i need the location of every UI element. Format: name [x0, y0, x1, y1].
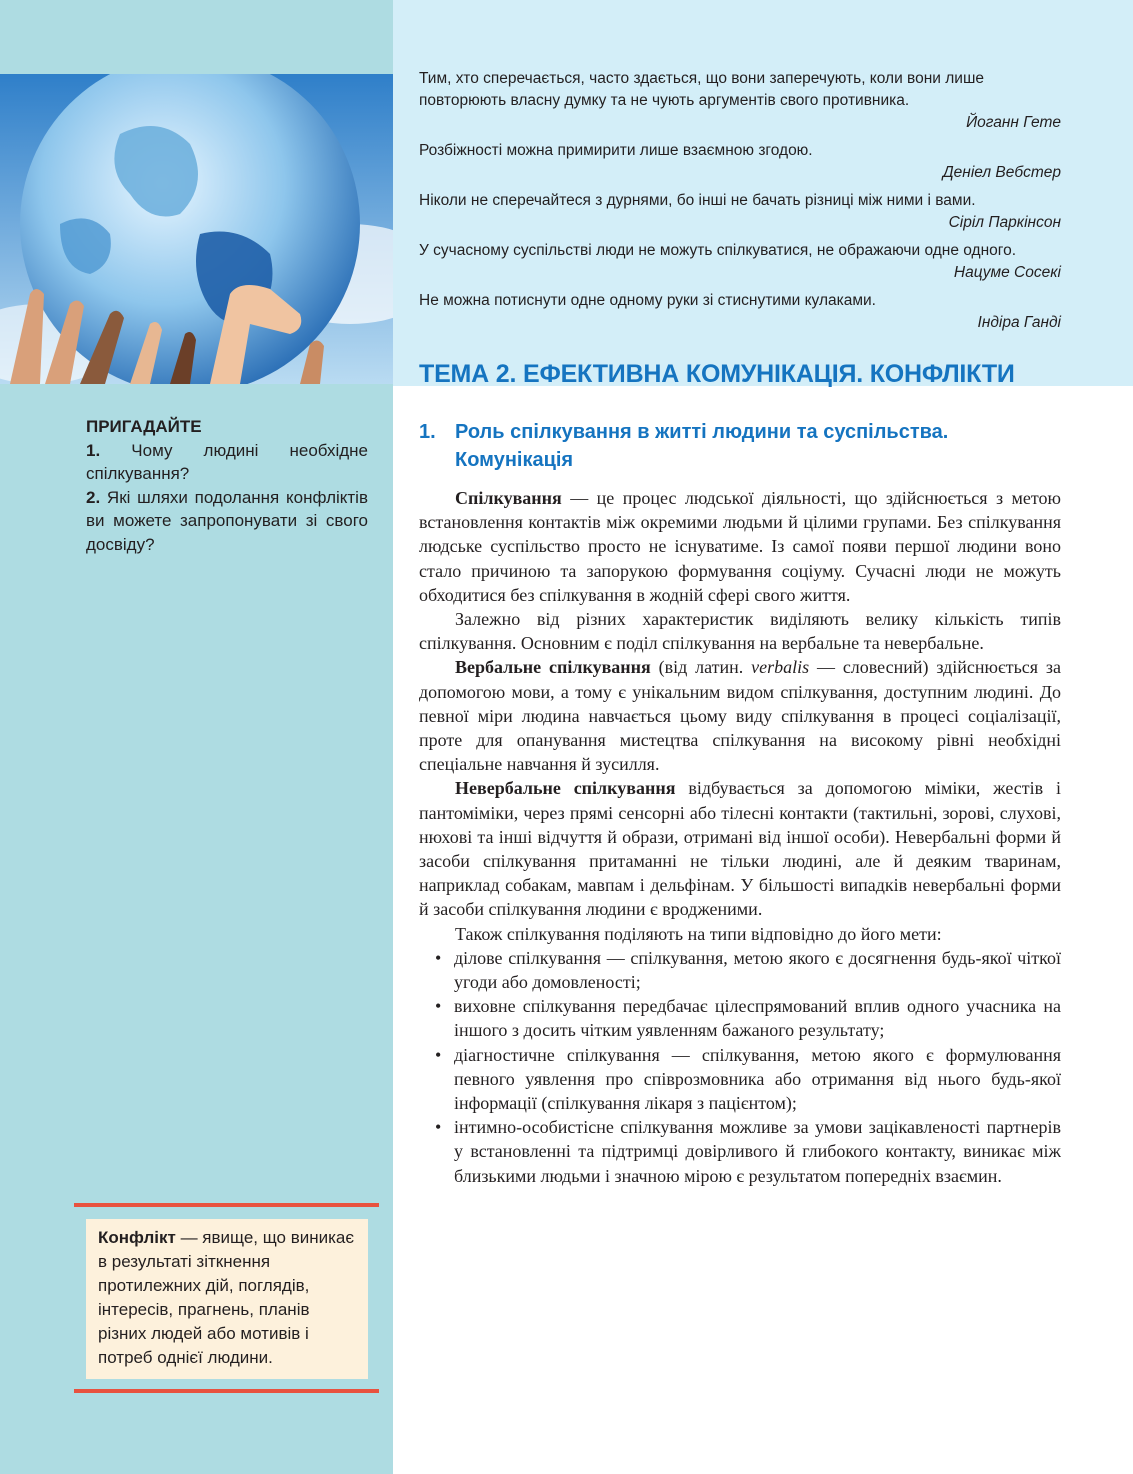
- theme-title: ТЕМА 2. ЕФЕКТИВНА КОМУНІКАЦІЯ. КОНФЛІКТИ: [419, 360, 1015, 388]
- quote-author: Деніел Вебстер: [942, 164, 1061, 181]
- paragraph: Також спілкування поділяють на типи відповідно до його мети:: [455, 923, 942, 944]
- recall-title: ПРИГАДАЙТЕ: [86, 417, 202, 436]
- recall-box: [86, 415, 368, 556]
- latin-word: verbalis: [751, 657, 810, 678]
- list-item-text: ділове спілкування — спілкування, метою якого є досягнення будь-якої чіткої угоди або домовленості;: [454, 947, 1061, 993]
- quote-item: [419, 190, 1061, 234]
- globe-with-hands-photo: [0, 74, 393, 384]
- paragraph-text: відбувається за допомогою міміки, жестів і пантоміміки, через прямі сенсорні або тілесні контакти (тактильні, зорові, слухові, нюхові та інші відчуття й образи, отримані від іншої особи). Невербальні форми й засоби спілкування притаманні не тільки людині, але й деяким тваринам, наприклад собакам, мавпам і дельфінам. У більшості випадків невербальні форми й засоби спілкування людини є вродженими.: [419, 778, 1061, 920]
- paragraph-text: — це процес людської діяльності, що здійснюється з метою встановлення контактів між окремими людьми й цілими групами. Без спілкування людське суспільство просто не існуватиме. Із самої появи першої людини воно стало причиною та запорукою формування соціуму. Сучасні люди не можуть обходитися без спілкування в жодній сфері свого життя.: [419, 488, 1061, 605]
- question-number: 2.: [86, 487, 101, 507]
- recall-question: [86, 486, 368, 557]
- section-title: Роль спілкування в житті людини та суспільства. Комунікація: [455, 421, 949, 471]
- quote-text: Розбіжності можна примирити лише взаємною згодою.: [419, 142, 813, 159]
- quote-item: [419, 140, 1061, 184]
- question-number: 1.: [86, 440, 101, 460]
- list-item-text: діагностичне спілкування — спілкування, метою якого є формулювання певного уявлення про співрозмовника або отримання від нього будь-якої інформації (спілкування лікаря з пацієнтом);: [454, 1044, 1061, 1114]
- term: Спілкування: [455, 488, 562, 508]
- term: Вербальне спілкування: [455, 657, 651, 678]
- bullet-icon: •: [435, 1044, 442, 1065]
- quote-item: [419, 240, 1061, 284]
- paragraph: Залежно від різних характеристик виділяють велику кількість типів спілкування. Основним є поділ спілкування на вербальне та невербальне.: [419, 609, 1061, 654]
- definition-box: [86, 1219, 368, 1379]
- definition-text: — явище, що виникає в результаті зіткнення протилежних дій, поглядів, інтересів, прагнень, планів різних людей або мотивів і потреб однієї людини.: [98, 1228, 355, 1367]
- paragraph: [419, 776, 1061, 921]
- section-heading: [419, 418, 1059, 474]
- divider-top: [74, 1203, 379, 1207]
- quote-author: Індіра Ганді: [977, 314, 1061, 331]
- main-text: [419, 486, 1061, 1188]
- quote-item: [419, 290, 1061, 334]
- bullet-icon: •: [435, 996, 442, 1017]
- quote-text: Не можна потиснути одне одному руки зі стиснутими кулаками.: [419, 292, 876, 309]
- list-item: [435, 994, 1061, 1042]
- quote-item: [419, 68, 1061, 134]
- list-item: [435, 1115, 1061, 1188]
- section-number: 1.: [419, 421, 436, 443]
- bullet-icon: •: [435, 947, 442, 968]
- quotes-block: [419, 68, 1061, 340]
- question-text: Які шляхи подолання конфліктів ви можете запропонувати зі свого досвіду?: [86, 487, 368, 554]
- divider-bottom: [74, 1389, 379, 1393]
- paragraph: [419, 655, 1061, 776]
- paragraph-text: (від латин.: [650, 657, 752, 678]
- paragraph-text: — словесний) здійснюється за допомогою мови, а тому є унікальним видом спілкування, доступним людині. До певної міри людина навчається цьому виду спілкування в процесі соціалізації, проте для опанування мистецтва спілкування на високому рівні необхідні спеціальне навчання й зусилля.: [419, 657, 1062, 775]
- question-text: Чому людині необхідне спілкування?: [86, 440, 368, 483]
- quote-text: Тим, хто сперечається, часто здається, що вони заперечують, коли вони лише повторюють власну думку та не чують аргументів свого противника.: [419, 70, 985, 109]
- quote-author: Сіріл Паркінсон: [948, 214, 1061, 231]
- paragraph: [419, 486, 1061, 607]
- list-item: [435, 946, 1061, 994]
- quote-text: У сучасному суспільстві люди не можуть спілкуватися, не ображаючи одне одного.: [419, 242, 1017, 259]
- quote-text: Ніколи не сперечайтеся з дурнями, бо інші не бачать різниці між ними і вами.: [419, 192, 976, 209]
- quote-author: Йоганн Гете: [966, 114, 1061, 131]
- list-item: [435, 1043, 1061, 1116]
- bullet-icon: •: [435, 1117, 442, 1138]
- list-item-text: виховне спілкування передбачає цілеспрямований вплив одного учасника на іншого з досить чітким уявленням бажаного результату;: [454, 996, 1061, 1041]
- quote-author: Нацуме Сосекі: [953, 264, 1061, 281]
- definition-term: Конфлікт: [98, 1228, 176, 1247]
- term: Невербальне спілкування: [455, 778, 676, 799]
- list-item-text: інтимно-особистісне спілкування можливе за умови зацікавленості партнерів у встановленні та підтримці довірливого й глибокого контакту, виникає між близькими людьми і значною мірою є результатом попередніх взаємин.: [454, 1117, 1061, 1186]
- recall-question: [86, 439, 368, 486]
- communication-types-list: [419, 946, 1061, 1188]
